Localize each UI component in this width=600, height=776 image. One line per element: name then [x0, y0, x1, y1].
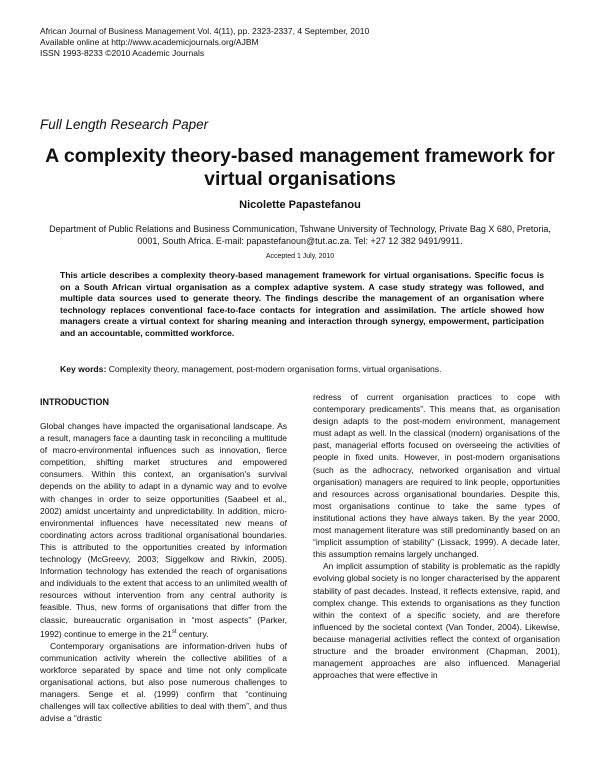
journal-url: Available online at http://www.academicjournals.org/AJBM: [40, 37, 259, 47]
accepted-date: Accepted 1 July, 2010: [265, 253, 335, 260]
paragraph-text: Global changes have impacted the organisational landscape. As a result, managers face a daunting task in reconciling a multitude of macro-environmental influences such as innovation, fierce competition, shifting market structures and empowered consumers. Within this context, an organisation's survival depends on the ability to adapt in a dynamic way and to evolve with changes in order to seize opportunities (Saabeel et al., 2002) amidst uncertainty and unpredictability. In addition, micro-environmental influences have necessitated new means of coordinating actors across traditional organisational boundaries. This is attributed to the opportunities created by information technology (McGreevy, 2003; Siggelkow and Rivkin, 2005). Information technology has extended the reach of organisations and individuals to the extent that access to an unlimited wealth of resources without intervention from any central authority is feasible. Thus, new forms of organisations that differ from the classic, bureaucratic organisation in “most aspects” (Parker, 1992) continue to emerge in the 21: [40, 421, 287, 639]
paper-title: A complexity theory-based management framework for virtual organisations: [45, 145, 555, 190]
keywords-text: Complexity theory, management, post-modern organisation forms, virtual organisations.: [106, 364, 442, 374]
paper-type: Full Length Research Paper: [40, 117, 209, 132]
journal-citation: African Journal of Business Management Vol. 4(11), pp. 2323-2337, 4 September, 2010: [40, 26, 370, 36]
keywords-label: Key words:: [60, 364, 107, 374]
paragraph: An implicit assumption of stability is problematic as the rapidly evolving global society is no longer characterised by the apparent stability of past decades. Instead, it reflects extensive, rapid, and complex change. This extends to organisations as they function within the context of a specific society, and are therefore influenced by the societal context (Van Tonder, 2004). Likewise, because managerial activities reflect the context of organisation structure and the broader environment (Chapman, 2001), management approaches are also influenced. Managerial approaches that were effective in: [313, 561, 560, 681]
left-column: [40, 420, 287, 724]
paragraph: redress of current organisation practices to cope with contemporary predicaments”. This means that, as organisation design adapts to the post-modern environment, management must adapt as well. In the classical (modern) organisations of the past, managerial efforts focused on overseeing the activities of people in fixed units. However, in post-modern organisations (such as the adhocracy, networked organisation and virtual organisation) managers are required to link people, opportunities and resources across organisational boundaries. Despite this, most organisations continue to take the same types of institutional actions they have always taken. By the year 2000, most management literature was still predominantly based on an “implicit assumption of stability” (Lissack, 1999). A decade later, this assumption remains largely unchanged.: [313, 392, 560, 560]
keywords: [60, 364, 544, 374]
section-heading-introduction: INTRODUCTION: [40, 397, 109, 407]
paragraph: [40, 420, 287, 640]
paragraph: Contemporary organisations are information-driven hubs of communication activity wherein the collective abilities of a workforce separated by space and time not only complicate organisational actions, but also pose numerous challenges to managers. Senge et al. (1999) confirm that “continuing challenges will tax collective abilities to deal with them”, and thus advise a “drastic: [40, 640, 287, 724]
author-name: Nicolette Papastefanou: [239, 199, 361, 211]
journal-header: [40, 26, 369, 59]
paragraph-text: century.: [176, 628, 209, 639]
abstract: This article describes a complexity theory-based management framework for virtual organisations. Specific focus is on a South African virtual organisation as a complex adaptive system. A case study strategy was followed, and multiple data sources used to generate theory. The findings describe the management of an organisation where technology replaces conventional face-to-face contacts for integration and assimilation. The article showed how managers create a virtual context for sharing meaning and interaction through synergy, empowerment, participation and an accountable, committed workforce.: [60, 270, 544, 338]
superscript: st: [171, 628, 177, 635]
right-column: [313, 391, 560, 681]
journal-issn: ISSN 1993-8233 ©2010 Academic Journals: [40, 48, 205, 58]
author-affiliation: Department of Public Relations and Business Communication, Tshwane University of Technology, Private Bag X 680, Pretoria, 0001, South Africa. E-mail: papastefanoun@tut.ac.za. Tel: +27 12 382 9491/9911.: [49, 224, 551, 246]
